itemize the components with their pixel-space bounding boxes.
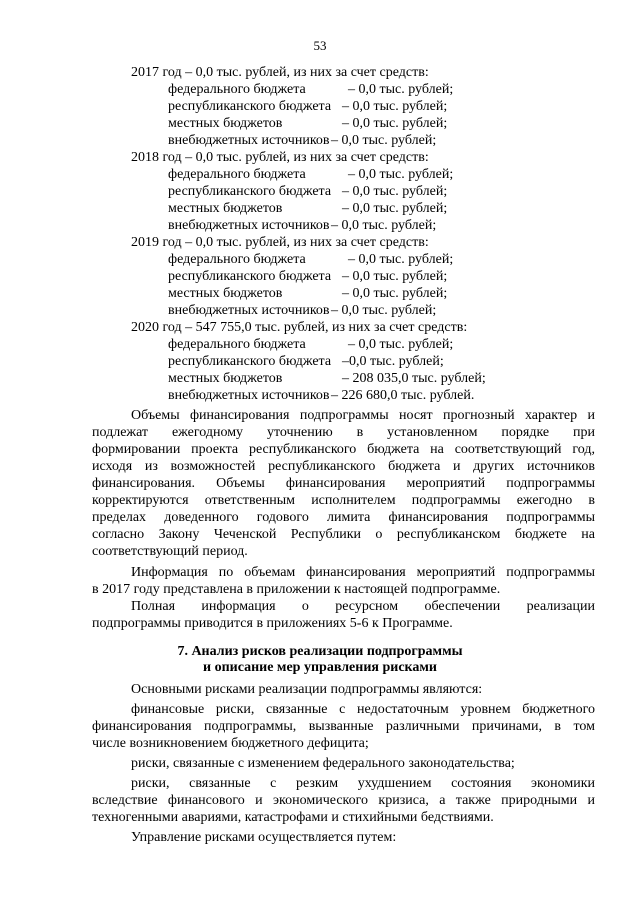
paragraph-line: финансирования. Объемы финансирования мероприятий подпрограммы (92, 476, 595, 491)
year-2020-federal: федерального бюджета – 0,0 тыс. рублей; (168, 337, 454, 352)
heading-line: и описание мер управления рисками (203, 660, 437, 675)
year-2018-republic: республиканского бюджета – 0,0 тыс. рублей; (168, 184, 448, 199)
year-2017-head: 2017 год – 0,0 тыс. рублей, из них за счет средств: (131, 65, 429, 80)
year-2018-head: 2018 год – 0,0 тыс. рублей, из них за счет средств: (131, 150, 429, 165)
paragraph-line: подлежат ежегодному уточнению в установленном порядке при (92, 425, 595, 440)
year-2020-local: местных бюджетов – 208 035,0 тыс. рублей; (168, 371, 486, 386)
risk-management-intro: Управление рисками осуществляется путем: (131, 830, 397, 845)
year-2018-offbudget: внебюджетных источников – 0,0 тыс. рублей; (168, 218, 437, 233)
paragraph-line: исходя из возможностей республиканского бюджета и других источников (92, 459, 595, 474)
year-2019-local: местных бюджетов – 0,0 тыс. рублей; (168, 286, 448, 301)
year-2017-republic: республиканского бюджета – 0,0 тыс. рублей; (168, 99, 448, 114)
risk-legislation: риски, связанные с изменением федерального законодательства; (131, 756, 515, 771)
paragraph-line: риски, связанные с резким ухудшением состояния экономики (131, 776, 595, 791)
paragraph-line: финансирования подпрограммы, вызванные различными причинами, в том (92, 719, 595, 734)
year-2019-offbudget: внебюджетных источников – 0,0 тыс. рублей; (168, 303, 437, 318)
paragraph-line: финансовые риски, связанные с недостаточным уровнем бюджетного (131, 702, 595, 717)
paragraph-line: Объемы финансирования подпрограммы носят прогнозный характер и (131, 408, 595, 423)
paragraph-line: вследствие финансового и экономического кризиса, а также природными и (92, 793, 595, 808)
paragraph-line: формировании проекта республиканского бюджета на соответствующий год, (92, 442, 595, 457)
year-2020-offbudget: внебюджетных источников – 226 680,0 тыс. рублей. (168, 388, 475, 403)
year-2018-federal: федерального бюджета – 0,0 тыс. рублей; (168, 167, 454, 182)
paragraph-line: согласно Закону Чеченской Республики о республиканском бюджете на (92, 527, 595, 542)
year-2019-federal: федерального бюджета – 0,0 тыс. рублей; (168, 252, 454, 267)
paragraph-line: пределах доведенного годового лимита финансирования подпрограммы (92, 510, 595, 525)
year-2020-head: 2020 год – 547 755,0 тыс. рублей, из них за счет средств: (131, 320, 468, 335)
risks-intro: Основными рисками реализации подпрограммы являются: (131, 682, 483, 697)
year-2019-head: 2019 год – 0,0 тыс. рублей, из них за счет средств: (131, 235, 429, 250)
paragraph-line: числе возникновением бюджетного дефицита; (92, 736, 369, 751)
year-2017-local: местных бюджетов – 0,0 тыс. рублей; (168, 116, 448, 131)
paragraph-line: подпрограммы приводится в приложениях 5-6 к Программе. (92, 616, 453, 631)
year-2020-republic: республиканского бюджета –0,0 тыс. рублей; (168, 354, 444, 369)
year-2018-local: местных бюджетов – 0,0 тыс. рублей; (168, 201, 448, 216)
paragraph-line: корректируются ответственным исполнителем подпрограммы ежегодно в (92, 493, 595, 508)
year-2019-republic: республиканского бюджета – 0,0 тыс. рублей; (168, 269, 448, 284)
page-number: 53 (313, 38, 327, 53)
heading-line: 7. Анализ рисков реализации подпрограммы (177, 644, 463, 659)
year-2017-offbudget: внебюджетных источников – 0,0 тыс. рублей; (168, 133, 437, 148)
paragraph-line: Полная информация о ресурсном обеспечении реализации (131, 599, 595, 614)
year-2017-federal: федерального бюджета – 0,0 тыс. рублей; (168, 82, 454, 97)
paragraph-line: соответствующий период. (92, 544, 248, 559)
paragraph-line: техногенными авариями, катастрофами и стихийными бедствиями. (92, 810, 494, 825)
paragraph-line: Информация по объемам финансирования мероприятий подпрограммы (131, 565, 595, 580)
paragraph-line: в 2017 году представлена в приложении к настоящей подпрограмме. (92, 582, 501, 597)
